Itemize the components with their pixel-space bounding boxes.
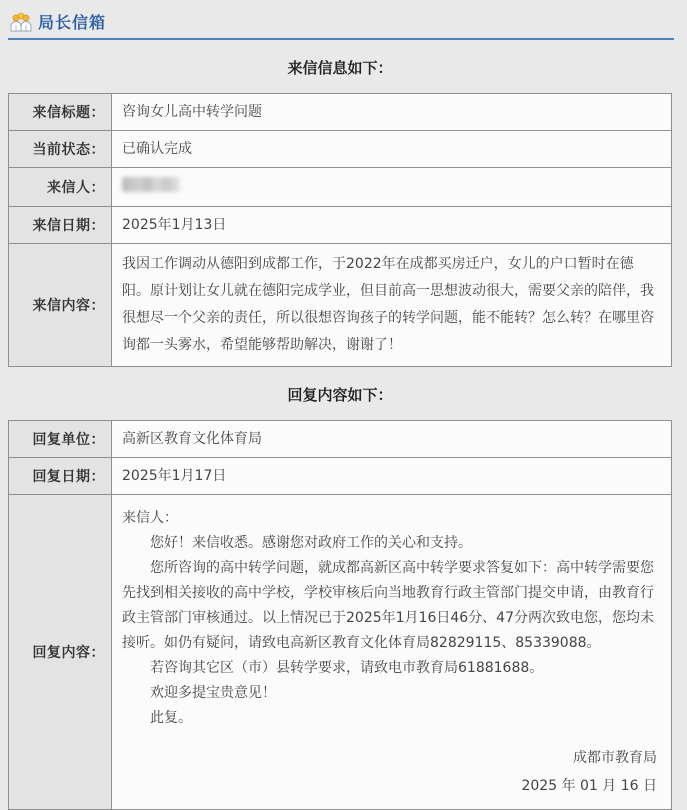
reply-content-label: 回复内容：: [9, 495, 112, 810]
letter-sender-label: 来信人：: [9, 168, 112, 207]
letter-title-value: 咨询女儿高中转学问题: [112, 94, 672, 131]
reply-paragraph: 您所咨询的高中转学问题，就成都高新区高中转学要求答复如下：高中转学需要您先找到相关接收的高中学校，学校审核后向当地教育行政主管部门提交申请，由教育行政主管部门审核通过。以上情况已于2025年1月16日46分、47分两次致电您，您均未接听。如仍有疑问，请致电高新区教育文化体育局82829115、85339088。: [122, 560, 654, 651]
reply-salutation: 来信人：: [122, 510, 178, 526]
letter-status-value: 已确认完成: [112, 131, 672, 168]
signature-unit: 成都市教育局: [573, 750, 657, 766]
reply-unit-value: 高新区教育文化体育局: [112, 421, 672, 458]
signature-block: [122, 744, 661, 800]
table-row: [9, 94, 672, 131]
page-header: [8, 8, 674, 40]
people-icon: [10, 12, 32, 32]
table-row: [9, 131, 672, 168]
reply-info-table: [8, 420, 672, 810]
letter-date-label: 来信日期：: [9, 207, 112, 244]
reply-paragraph: 欢迎多提宝贵意见！: [150, 685, 276, 701]
page-title: 局长信箱: [38, 13, 107, 32]
table-row: [9, 421, 672, 458]
letter-content-value: 我因工作调动从德阳到成都工作，于2022年在成都买房迁户，女儿的户口暂时在德阳。原计划让女儿就在德阳完成学业，但目前高一思想波动很大，需要父亲的陪伴，我很想尽一个父亲的责任，所以很想咨询孩子的转学问题，能不能转？怎么转？在哪里咨询都一头雾水，希望能够帮助解决，谢谢了！: [112, 244, 672, 367]
reply-unit-label: 回复单位：: [9, 421, 112, 458]
reply-date-value: 2025年1月17日: [112, 458, 672, 495]
reply-paragraph: 您好！来信收悉。感谢您对政府工作的关心和支持。: [150, 535, 472, 551]
redacted-sender-name: [122, 177, 180, 192]
reply-section-heading: 回复内容如下：: [287, 386, 393, 404]
letter-content-label: 来信内容：: [9, 244, 112, 367]
table-row: [9, 207, 672, 244]
table-row: [9, 244, 672, 367]
table-row: [9, 458, 672, 495]
reply-paragraph: 此复。: [150, 710, 192, 726]
reply-date-label: 回复日期：: [9, 458, 112, 495]
letter-date-value: 2025年1月13日: [112, 207, 672, 244]
letter-section-heading: 来信信息如下：: [287, 59, 393, 77]
letter-title-label: 来信标题：: [9, 94, 112, 131]
letter-sender-value: [112, 168, 672, 207]
table-row: [9, 495, 672, 810]
signature-date: 2025 年 01 月 16 日: [521, 778, 657, 794]
letter-info-table: [8, 93, 672, 367]
reply-text: [122, 506, 661, 731]
table-row: [9, 168, 672, 207]
reply-content-value: [112, 495, 672, 810]
letter-status-label: 当前状态：: [9, 131, 112, 168]
reply-paragraph: 若咨询其它区（市）县转学要求，请致电市教育局61881688。: [150, 660, 544, 676]
